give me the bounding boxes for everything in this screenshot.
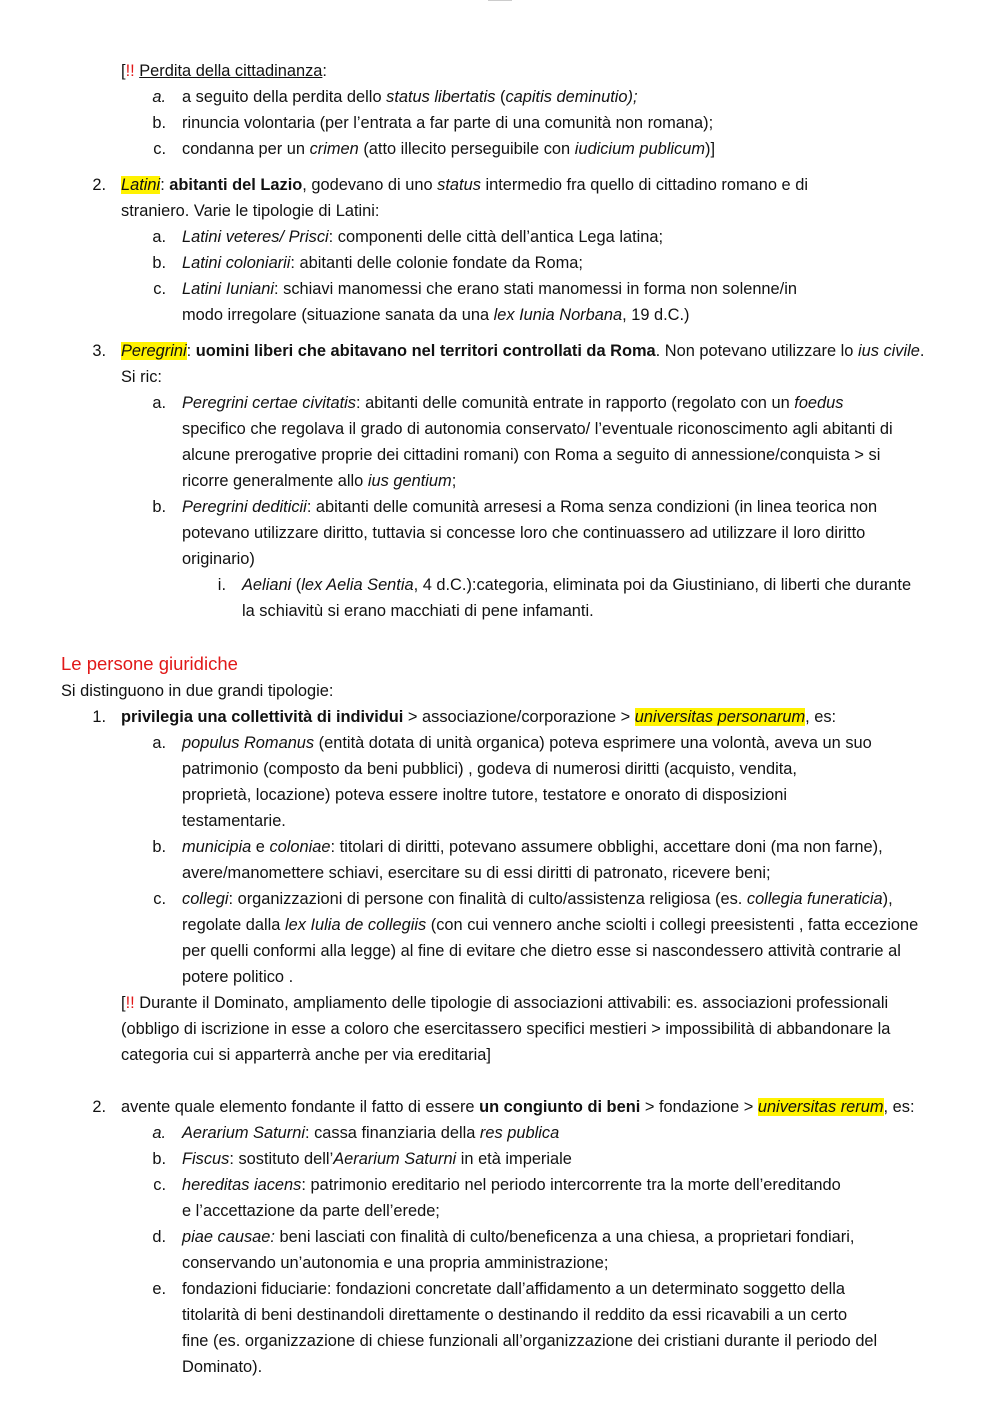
list-item: rinuncia volontaria (per l’entrata a far parte di una comunità non romana); [182, 114, 714, 132]
list-item-cont: alcune prerogative proprie dei cittadini romani) con Roma a seguito di annessione/conquista > si [182, 446, 881, 464]
list-item: hereditas iacens: patrimonio ereditario nel periodo intercorrente tra la morte dell’ereditando [182, 1176, 841, 1194]
list-item-cont: ricorre generalmente allo ius gentium; [182, 472, 457, 490]
note-block: [!! Durante il Dominato, ampliamento delle tipologie di associazioni attivabili: es. associazioni professionali [121, 994, 889, 1012]
list-item-cont: titolarità di beni destinandoli direttamente o destinando il reddito da essi ricavabili a un certo [182, 1306, 848, 1324]
list-item: populus Romanus (entità dotata di unità organica) poteva esprimere una volontà, aveva un suo [182, 734, 872, 752]
latini-item-cont: straniero. Varie le tipologie di Latini: [121, 202, 380, 220]
list-item: Fiscus: sostituto dell’Aerarium Saturni in età imperiale [182, 1150, 572, 1168]
list-item: fondazioni fiduciarie: fondazioni concretate dall’affidamento a un determinato soggetto della [182, 1280, 846, 1298]
loss-of-citizenship-title: [!! Perdita della cittadinanza: [121, 62, 327, 80]
list-item-cont: proprietà, locazione) poteva essere inoltre tutore, testatore e onorato di disposizioni [182, 786, 787, 804]
list-item: condanna per un crimen (atto illecito perseguibile con iudicium publicum)] [182, 140, 716, 158]
latini-item: Latini: abitanti del Lazio, godevano di uno status intermedio fra quello di cittadino romano e di [121, 176, 808, 194]
list-marker: b. [152, 498, 166, 516]
list-item-cont: e l’accettazione da parte dell’erede; [182, 1202, 440, 1220]
list-number: 3. [92, 342, 106, 360]
intro-text: Si distinguono in due grandi tipologie: [61, 682, 334, 700]
list-item: Latini veteres/ Prisci: componenti delle città dell’antica Lega latina; [182, 228, 664, 246]
list-marker: b. [152, 114, 166, 132]
list-marker: c. [153, 140, 166, 158]
peregrini-item-cont: Si ric: [121, 368, 162, 386]
list-item: privilegia una collettività di individui > associazione/corporazione > universitas personarum, es: [121, 708, 837, 726]
list-marker: c. [153, 890, 166, 908]
list-item-cont: conservando un’autonomia e una propria amministrazione; [182, 1254, 609, 1272]
list-item-cont: fine (es. organizzazione di chiese funzionali all’organizzazione dei cristiani durante il periodo del [182, 1332, 878, 1350]
list-item: piae causae: beni lasciati con finalità di culto/beneficenza a una chiesa, a proprietari fondiari, [182, 1228, 855, 1246]
list-marker: a. [152, 734, 166, 752]
list-item: Peregrini dediticii: abitanti delle comunità arresesi a Roma senza condizioni (in linea teorica non [182, 498, 878, 516]
list-marker: b. [152, 838, 166, 856]
list-item: Latini Iuniani: schiavi manomessi che erano stati manomessi in forma non solenne/in [182, 280, 797, 298]
list-item-cont: avere/manomettere schiavi, esercitare su di essi diritti di patronato, ricevere beni; [182, 864, 771, 882]
list-item-cont: originario) [182, 550, 255, 568]
list-item-cont: potere politico . [182, 968, 294, 986]
list-marker: c. [153, 1176, 166, 1194]
list-item-cont: potevano utilizzare diritto, tuttavia si concesse loro che continuassero ad utilizzare il loro diritto [182, 524, 866, 542]
note-block-cont: (obbligo di iscrizione in esse a coloro che esercitassero specifici mestieri > impossibilità di abbandonare la [121, 1020, 891, 1038]
list-marker: a. [152, 88, 166, 106]
list-number: 2. [92, 176, 106, 194]
list-marker: b. [152, 254, 166, 272]
list-item-cont: per quelli conformi alla legge) al fine di evitare che dietro esse si nascondessero attività contrarie al [182, 942, 901, 960]
list-item-cont: testamentarie. [182, 812, 286, 830]
section-heading: Le persone giuridiche [61, 653, 238, 674]
list-item: collegi: organizzazioni di persone con finalità di culto/assistenza religiosa (es. collegia funeraticia), [182, 890, 893, 908]
list-item: a seguito della perdita dello status libertatis (capitis deminutio); [182, 88, 638, 106]
header-mark [488, 0, 512, 4]
list-item-cont: modo irregolare (situazione sanata da una lex Iunia Norbana, 19 d.C.) [182, 306, 690, 324]
list-marker: a. [152, 228, 166, 246]
list-item-cont: specifico che regolava il grado di autonomia conservato/ l’eventuale riconoscimento agli abitanti di [182, 420, 893, 438]
list-number: 1. [92, 708, 106, 726]
note-block-cont: categoria cui si apparterrà anche per via ereditaria] [121, 1046, 491, 1064]
list-number: 2. [92, 1098, 106, 1116]
list-marker: a. [152, 394, 166, 412]
list-item-cont: regolate dalla lex Iulia de collegiis (con cui vennero anche sciolti i collegi preesistenti , fatta eccezione [182, 916, 919, 934]
list-item: Peregrini certae civitatis: abitanti delle comunità entrate in rapporto (regolato con un foedus [182, 394, 844, 412]
list-marker: b. [152, 1150, 166, 1168]
list-marker: e. [152, 1280, 166, 1298]
list-item-cont: patrimonio (composto da beni pubblici) , godeva di numerosi diritti (acquisto, vendita, [182, 760, 797, 778]
list-marker: c. [153, 280, 166, 298]
list-item: Latini coloniarii: abitanti delle colonie fondate da Roma; [182, 254, 583, 272]
list-item: municipia e coloniae: titolari di diritti, potevano assumere obblighi, accettare doni (ma non farne), [182, 838, 883, 856]
list-marker: a. [152, 1124, 166, 1142]
list-item-cont: la schiavitù si erano macchiati di pene infamanti. [242, 602, 594, 620]
list-item: Aerarium Saturni: cassa finanziaria della res publica [182, 1124, 560, 1142]
list-item-cont: Dominato). [182, 1358, 263, 1376]
list-marker: d. [152, 1228, 166, 1246]
list-item: Aeliani (lex Aelia Sentia, 4 d.C.):categoria, eliminata poi da Giustiniano, di liberti che durante [242, 576, 912, 594]
peregrini-item: Peregrini: uomini liberi che abitavano nel territori controllati da Roma. Non potevano utilizzare lo ius civile. [121, 342, 925, 360]
list-marker: i. [217, 576, 226, 594]
list-item: avente quale elemento fondante il fatto di essere un congiunto di beni > fondazione > universitas rerum, es: [121, 1098, 915, 1116]
